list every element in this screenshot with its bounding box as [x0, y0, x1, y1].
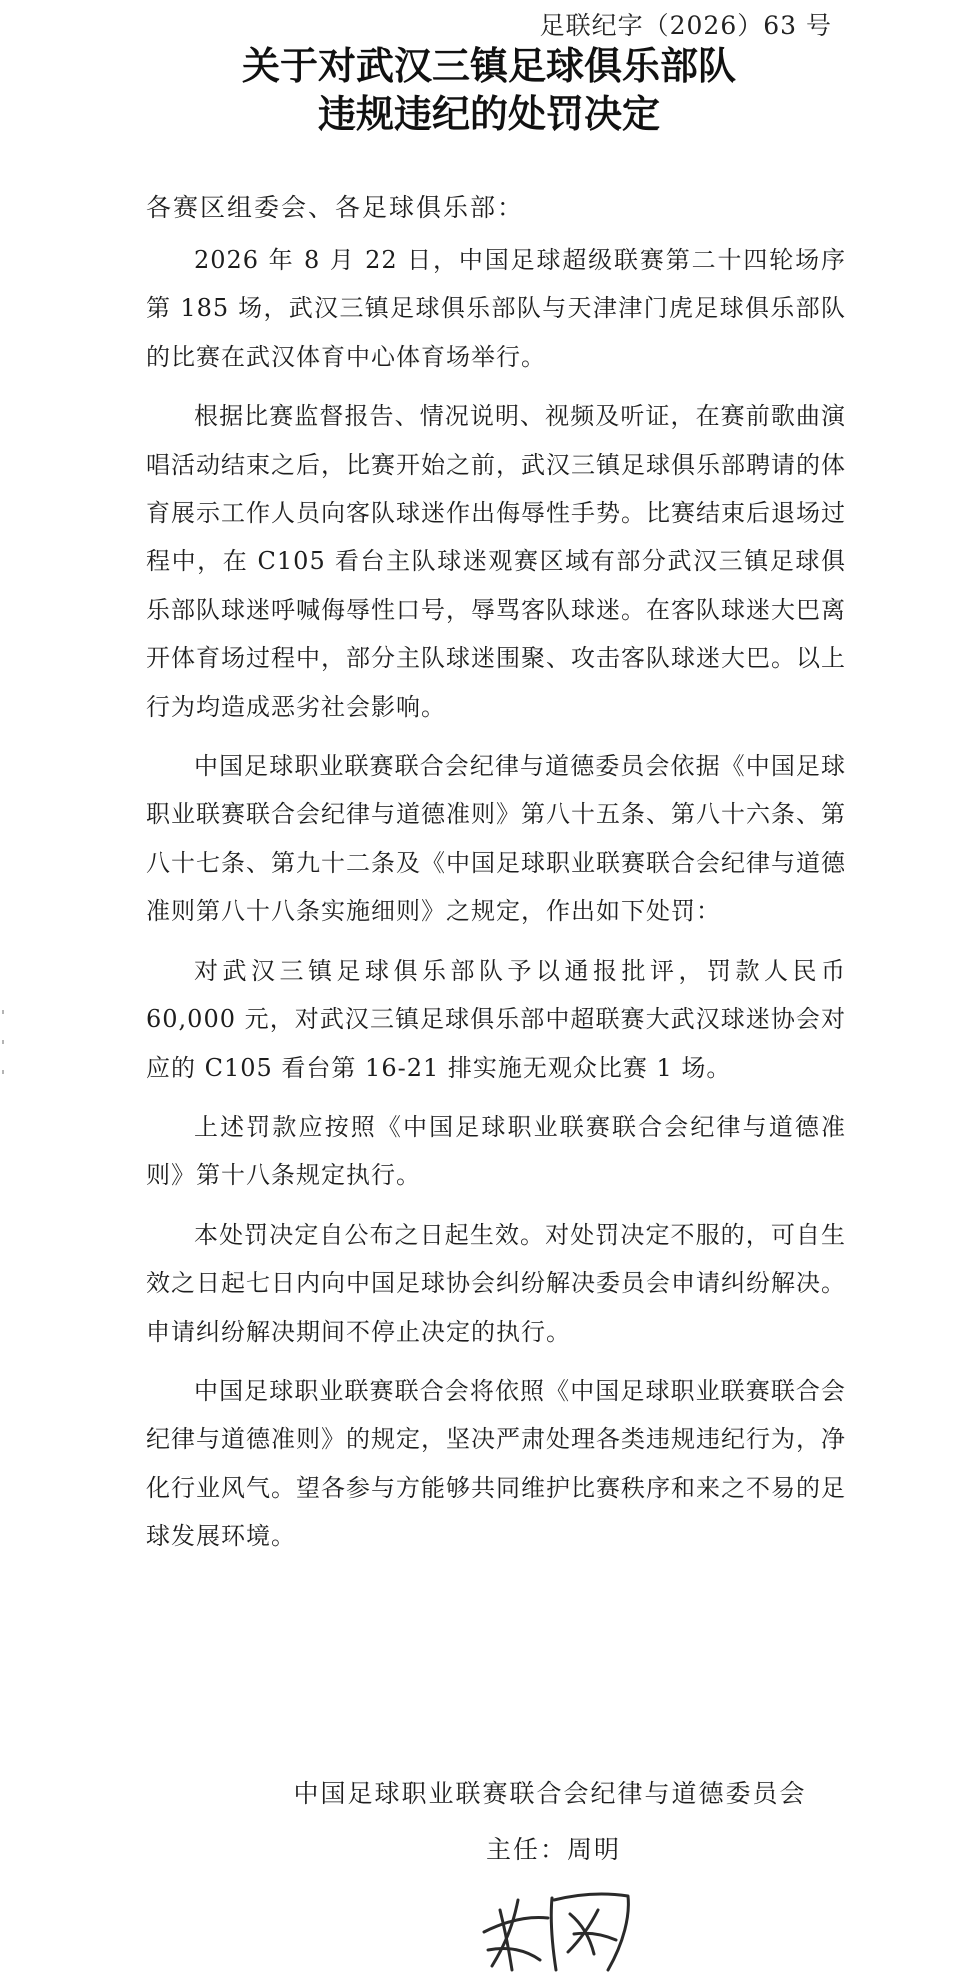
signature-block: [290, 1774, 810, 1810]
paragraph-penalty: 对武汉三镇足球俱乐部队予以通报批评，罚款人民币 60,000 元，对武汉三镇足球俱乐部中超联赛大武汉球迷协会对应的 C105 看台第 16-21 排实施无观众比赛 1 场。: [146, 956, 846, 1082]
paragraph-effective-date: 本处罚决定自公布之日起生效。对处罚决定不服的，可自生效之日起七日内向中国足球协会纠纷解决委员会申请纠纷解决。申请纠纷解决期间不停止决定的执行。: [146, 1220, 846, 1346]
document-body: [146, 236, 846, 1572]
document-title: [0, 42, 978, 138]
handwritten-signature: [478, 1880, 648, 1972]
salutation: 各赛区组委会、各足球俱乐部：: [146, 193, 525, 222]
binding-marks: [0, 1010, 8, 1080]
paragraph-legal-basis: 中国足球职业联赛联合会纪律与道德委员会依据《中国足球职业联赛联合会纪律与道德准则》第八十五条、第八十六条、第八十七条、第九十二条及《中国足球职业联赛联合会纪律与道德准则第八十八条实施细则》之规定，作出如下处罚：: [146, 752, 846, 926]
title-line-2: 违规违纪的处罚决定: [317, 91, 660, 136]
director-line: 主任：周明: [486, 1835, 622, 1864]
paragraph-closing: 中国足球职业联赛联合会将依照《中国足球职业联赛联合会纪律与道德准则》的规定，坚决严肃处理各类违规违纪行为，净化行业风气。望各参与方能够共同维护比赛秩序和来之不易的足球发展环境。: [146, 1376, 846, 1551]
paragraph-fine-execution: 上述罚款应按照《中国足球职业联赛联合会纪律与道德准则》第十八条规定执行。: [146, 1112, 846, 1190]
committee-name: 中国足球职业联赛联合会纪律与道德委员会: [293, 1779, 807, 1808]
title-line-1: 关于对武汉三镇足球俱乐部队: [241, 43, 736, 88]
paragraph-match-info: 2026 年 8 月 22 日，中国足球超级联赛第二十四轮场序第 185 场，武汉三镇足球俱乐部队与天津津门虎足球俱乐部队的比赛在武汉体育中心体育场举行。: [146, 246, 846, 371]
document-number: 足联纪字（2026）63 号: [539, 11, 832, 40]
paragraph-findings: 根据比赛监督报告、情况说明、视频及听证，在赛前歌曲演唱活动结束之后，比赛开始之前，武汉三镇足球俱乐部聘请的体育展示工作人员向客队球迷作出侮辱性手势。比赛结束后退场过程中，在 C105 看台主队球迷观赛区域有部分武汉三镇足球俱乐部队球迷呼喊侮辱性口号，辱骂客队球迷。在客队球迷大巴离开体育场过程中，部分主队球迷围聚、攻击客队球迷大巴。以上行为均造成恶劣社会影响。: [146, 402, 846, 721]
